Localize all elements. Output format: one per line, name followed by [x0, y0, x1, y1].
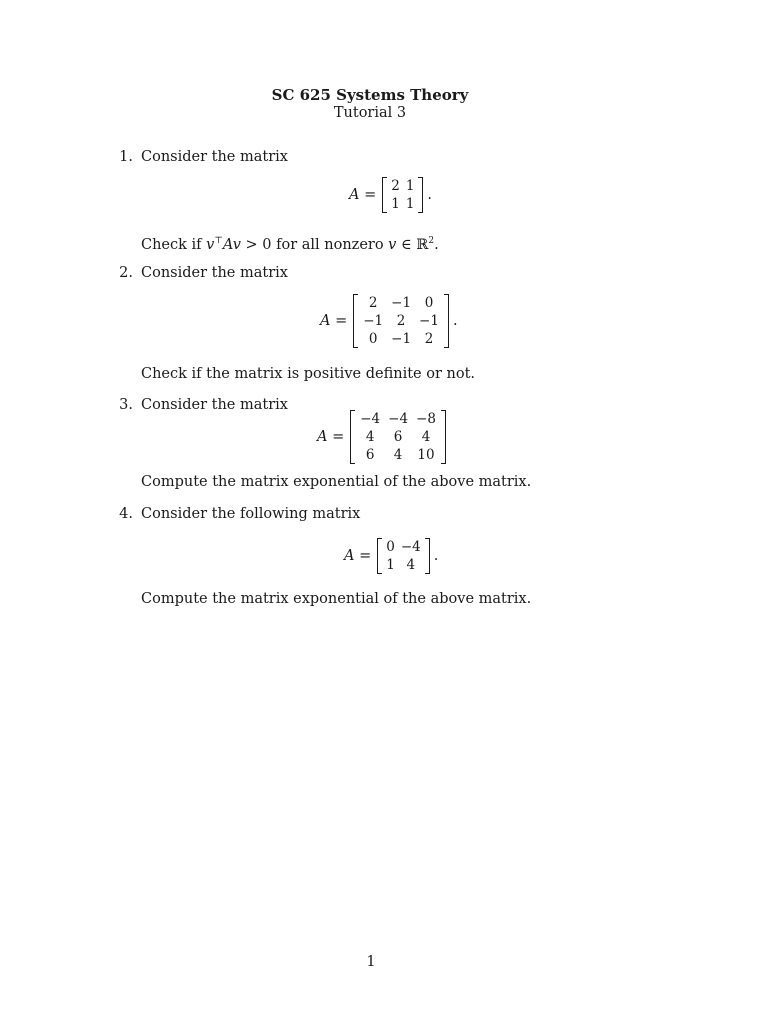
- matrix-cell: 1: [391, 196, 400, 212]
- matrix-lhs: A =: [349, 187, 377, 203]
- problem-intro: Consider the matrix: [141, 397, 288, 413]
- matrix-cell: −8: [416, 411, 436, 427]
- matrix-cell: 0: [368, 331, 378, 347]
- matrix-period: .: [427, 187, 433, 203]
- matrix-equation: [320, 294, 458, 348]
- matrix-cell: −1: [363, 313, 384, 329]
- matrix-cell: 6: [393, 429, 403, 445]
- matrix-lhs: A =: [317, 429, 345, 445]
- matrix-cell: 6: [365, 447, 375, 463]
- document-title: SC 625 Systems Theory: [271, 86, 469, 104]
- matrix-lhs: A =: [320, 313, 348, 329]
- matrix-cell: 0: [424, 295, 434, 311]
- matrix: [350, 410, 446, 464]
- problem-intro: Consider the matrix: [141, 149, 288, 165]
- matrix-cell: −1: [391, 331, 412, 347]
- matrix-cell: −1: [391, 295, 412, 311]
- matrix-cell: 4: [365, 429, 375, 445]
- matrix-equation: [317, 410, 446, 464]
- matrix-cell: 2: [424, 331, 434, 347]
- matrix-cell: 4: [421, 429, 431, 445]
- problem-number: 3.: [119, 397, 133, 413]
- matrix-cell: −1: [419, 313, 439, 329]
- problem-intro: Consider the matrix: [141, 265, 288, 281]
- matrix-period: .: [433, 548, 439, 564]
- matrix: [382, 177, 423, 213]
- matrix-cell: 10: [417, 447, 435, 463]
- problem-number: 1.: [119, 149, 133, 165]
- matrix-cell: −4: [360, 411, 381, 427]
- matrix-cell: 4: [393, 447, 403, 463]
- problem-intro: Consider the following matrix: [141, 506, 361, 522]
- matrix-cell: 2: [368, 295, 378, 311]
- matrix-cell: 1: [405, 178, 415, 194]
- matrix-lhs: A =: [344, 548, 372, 564]
- matrix-equation: [349, 177, 432, 213]
- problem-question: Check if v⊤Av > 0 for all nonzero v ∈ ℝ$^2$.: [141, 236, 439, 253]
- matrix-cell: 0: [386, 539, 395, 555]
- matrix-cell: −4: [388, 411, 409, 427]
- matrix-cell: 1: [386, 557, 395, 573]
- matrix-cell: 2: [396, 313, 406, 329]
- document-subtitle: Tutorial 3: [333, 105, 407, 121]
- matrix-cell: −4: [400, 539, 421, 555]
- matrix: [377, 538, 430, 574]
- page-number: 1: [366, 954, 376, 970]
- matrix-period: .: [452, 313, 458, 329]
- matrix: [353, 294, 449, 348]
- matrix-cell: 2: [391, 178, 400, 194]
- problem-question: Check if the matrix is positive definite or not.: [141, 366, 476, 382]
- matrix-equation: [344, 538, 438, 574]
- problem-number: 4.: [119, 506, 133, 522]
- problem-question: Compute the matrix exponential of the above matrix.: [141, 474, 532, 490]
- problem-question: Compute the matrix exponential of the above matrix.: [141, 591, 532, 607]
- matrix-cell: 4: [406, 557, 416, 573]
- matrix-cell: 1: [405, 196, 415, 212]
- problem-number: 2.: [119, 265, 133, 281]
